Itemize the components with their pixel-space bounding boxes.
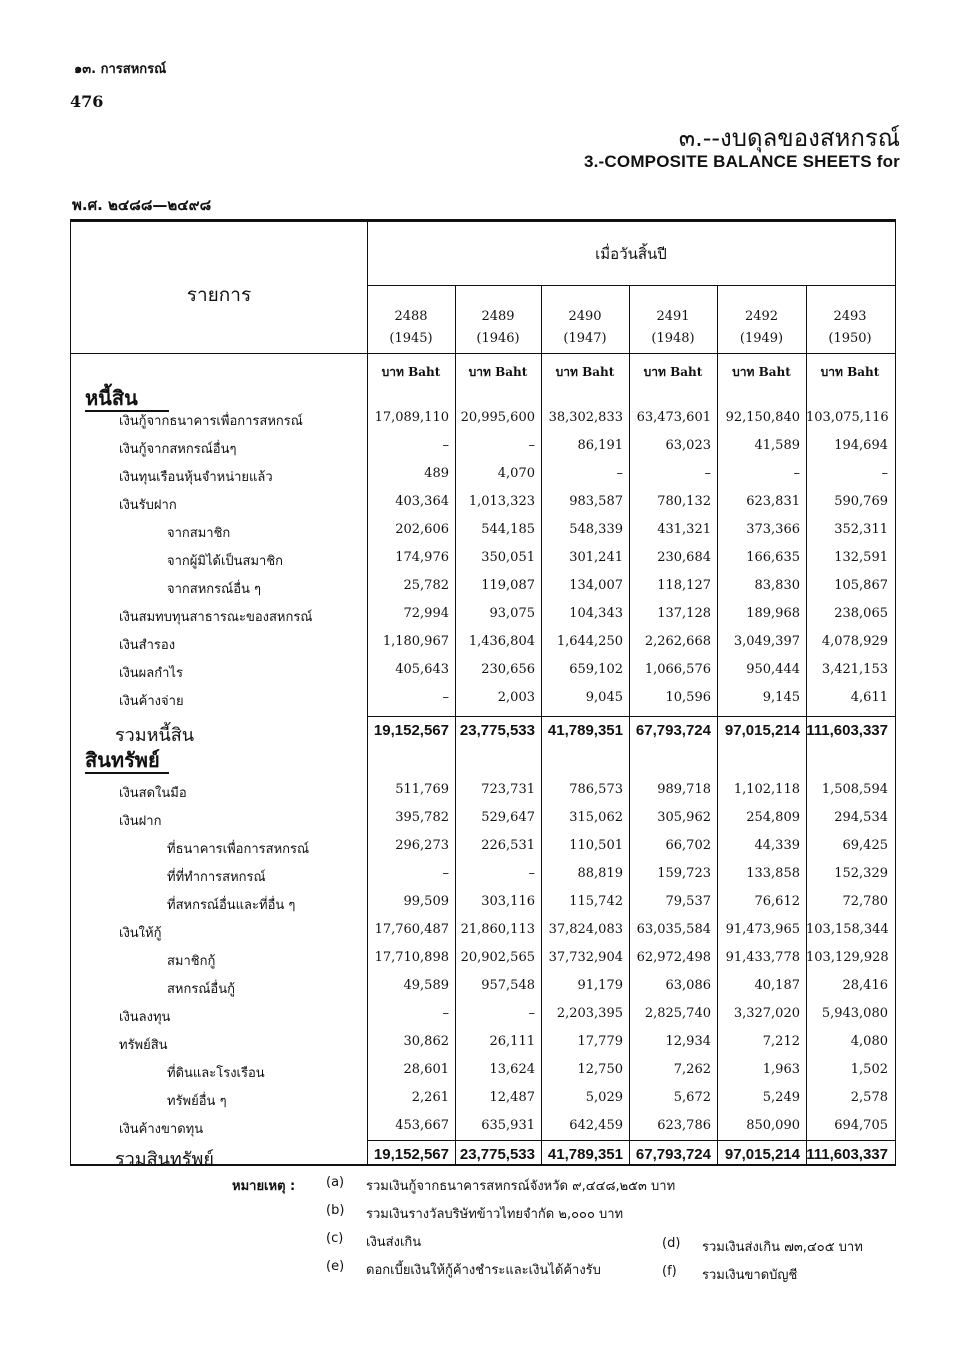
value-cell: 2,262,668 xyxy=(644,634,711,649)
value-cell: 983,587 xyxy=(569,494,623,509)
unit-label: บาท Baht xyxy=(381,365,441,379)
value-cell: 635,931 xyxy=(481,1118,535,1133)
unit-label: บาท Baht xyxy=(820,365,880,379)
value-cell: 105,867 xyxy=(834,578,888,593)
value-cell: 166,635 xyxy=(746,550,800,565)
value-cell: 63,023 xyxy=(665,438,711,453)
value-cell: 453,667 xyxy=(395,1118,449,1133)
value-cell: 83,830 xyxy=(754,578,800,593)
value-cell: 21,860,113 xyxy=(460,922,535,937)
value-cell: 86,191 xyxy=(577,438,623,453)
value-cell: – xyxy=(442,690,449,705)
note-c-text: เงินส่งเกิน xyxy=(366,1235,422,1250)
total-cell: 23,775,533 xyxy=(459,722,535,739)
value-cell: 93,075 xyxy=(489,606,535,621)
value-cell: 20,995,600 xyxy=(460,410,535,425)
row-label: ทรัพย์สิน xyxy=(119,1038,168,1053)
value-cell: 395,782 xyxy=(395,810,449,825)
note-d-key: (d) xyxy=(662,1236,681,1251)
value-cell: 1,013,323 xyxy=(468,494,535,509)
value-cell: 254,809 xyxy=(746,810,800,825)
total-cell: 41,789,351 xyxy=(547,722,623,739)
total-row-label: รวมสินทรัพย์ xyxy=(115,1149,214,1170)
value-cell: 25,782 xyxy=(403,578,449,593)
value-cell: 303,116 xyxy=(481,894,535,909)
year-ce: (1949) xyxy=(739,331,784,346)
header-divider xyxy=(367,285,895,286)
value-cell: 4,080 xyxy=(850,1034,888,1049)
row-label: เงินผลกำไร xyxy=(119,666,183,681)
value-cell: 9,145 xyxy=(762,690,800,705)
value-cell: 2,203,395 xyxy=(556,1006,623,1021)
value-cell: 1,644,250 xyxy=(556,634,623,649)
value-cell: 103,075,116 xyxy=(806,410,889,425)
year-be: 2493 xyxy=(833,309,867,324)
value-cell: 49,589 xyxy=(403,978,449,993)
value-cell: 315,062 xyxy=(569,810,623,825)
row-label: เงินสดในมือ xyxy=(119,786,187,801)
note-a-key: (a) xyxy=(326,1175,345,1190)
value-cell: 202,606 xyxy=(395,522,449,537)
unit-label: บาท Baht xyxy=(468,365,528,379)
running-header: ๑๓. การสหกรณ์ xyxy=(74,62,167,77)
value-cell: 28,416 xyxy=(842,978,888,993)
value-cell: 159,723 xyxy=(657,866,711,881)
value-cell: 5,029 xyxy=(585,1090,623,1105)
note-a-text: รวมเงินกู้จากธนาคารสหกรณ์จังหวัด ๙,๔๔๘,๒๕๓ บาท xyxy=(366,1179,676,1194)
title-thai: ๓.--งบดุลของสหกรณ์ xyxy=(678,124,900,152)
value-cell: 17,710,898 xyxy=(374,950,449,965)
value-cell: 5,943,080 xyxy=(821,1006,888,1021)
value-cell: 26,111 xyxy=(489,1034,535,1049)
row-label: สมาชิกกู้ xyxy=(167,954,216,969)
value-cell: 511,769 xyxy=(395,782,449,797)
value-cell: 152,329 xyxy=(834,866,888,881)
year-ce: (1946) xyxy=(476,331,520,346)
value-cell: 305,962 xyxy=(657,810,711,825)
value-cell: 119,087 xyxy=(481,578,535,593)
year-header xyxy=(541,306,629,350)
section-underline xyxy=(85,772,169,774)
page-number: 476 xyxy=(70,92,104,111)
value-cell: 950,444 xyxy=(746,662,800,677)
value-cell: 63,086 xyxy=(665,978,711,993)
row-label: เงินค้างจ่าย xyxy=(119,694,184,709)
note-c-key: (c) xyxy=(326,1231,344,1246)
value-cell: 786,573 xyxy=(569,782,623,797)
row-label: เงินสำรอง xyxy=(119,638,176,653)
year-header xyxy=(629,306,717,350)
value-cell: 30,862 xyxy=(403,1034,449,1049)
value-cell: 294,534 xyxy=(834,810,888,825)
value-cell: 7,262 xyxy=(673,1062,711,1077)
row-label: เงินสมทบทุนสาธารณะของสหกรณ์ xyxy=(119,610,313,625)
note-d-text: รวมเงินส่งเกิน ๗๓,๔๐๕ บาท xyxy=(702,1240,863,1255)
value-cell: – xyxy=(704,466,711,481)
year-header xyxy=(717,306,806,350)
value-cell: 431,321 xyxy=(657,522,711,537)
value-cell: 2,261 xyxy=(411,1090,449,1105)
value-cell: 12,487 xyxy=(489,1090,535,1105)
value-cell: 38,302,833 xyxy=(548,410,623,425)
value-cell: 7,212 xyxy=(762,1034,800,1049)
total-cell: 111,603,337 xyxy=(806,1146,888,1163)
note-b-text: รวมเงินรางวัลบริษัทข้าวไทยจำกัด ๒,๐๐๐ บาท xyxy=(366,1207,624,1222)
value-cell: 3,327,020 xyxy=(733,1006,800,1021)
total-cell: 97,015,214 xyxy=(724,722,800,739)
value-cell: 3,049,397 xyxy=(733,634,800,649)
value-cell: – xyxy=(616,466,623,481)
value-cell: 373,366 xyxy=(746,522,800,537)
value-cell: 189,968 xyxy=(746,606,800,621)
value-cell: 350,051 xyxy=(481,550,535,565)
value-cell: 12,750 xyxy=(577,1062,623,1077)
value-cell: 3,421,153 xyxy=(821,662,888,677)
row-label: ที่สหกรณ์อื่นและที่อื่น ๆ xyxy=(167,898,296,913)
value-cell: 17,760,487 xyxy=(374,922,449,937)
value-cell: 1,066,576 xyxy=(644,662,711,677)
unit-label: บาท Baht xyxy=(643,365,703,379)
year-header xyxy=(367,306,455,350)
total-cell: 19,152,567 xyxy=(373,722,449,739)
value-cell: 544,185 xyxy=(481,522,535,537)
value-cell: – xyxy=(442,1006,449,1021)
total-cell: 111,603,337 xyxy=(806,722,888,739)
value-cell: 103,129,928 xyxy=(806,950,889,965)
value-cell: 4,070 xyxy=(497,466,535,481)
value-cell: 989,718 xyxy=(657,782,711,797)
row-label: เงินให้กู้ xyxy=(119,926,162,941)
value-cell: 301,241 xyxy=(569,550,623,565)
row-label: เงินฝาก xyxy=(119,814,162,829)
value-cell: – xyxy=(528,1006,535,1021)
value-cell: 92,150,840 xyxy=(725,410,800,425)
value-cell: 1,436,804 xyxy=(468,634,535,649)
value-cell: 103,158,344 xyxy=(806,922,889,937)
value-cell: – xyxy=(881,466,888,481)
notes-label: หมายเหตุ : xyxy=(232,1179,296,1194)
value-cell: – xyxy=(442,866,449,881)
year-be: 2488 xyxy=(394,309,428,324)
value-cell: 9,045 xyxy=(585,690,623,705)
value-cell: 12,934 xyxy=(665,1034,711,1049)
value-cell: 62,972,498 xyxy=(636,950,711,965)
row-label: ที่ดินและโรงเรือน xyxy=(167,1066,265,1081)
total-cell: 19,152,567 xyxy=(373,1146,449,1163)
header-bottom-rule xyxy=(71,353,895,354)
value-cell: 780,132 xyxy=(657,494,711,509)
value-cell: 28,601 xyxy=(403,1062,449,1077)
value-cell: 40,187 xyxy=(754,978,800,993)
value-cell: 723,731 xyxy=(481,782,535,797)
year-ce: (1948) xyxy=(651,331,695,346)
value-cell: 4,611 xyxy=(850,690,888,705)
period-label: พ.ศ. ๒๔๘๘—๒๔๙๘ xyxy=(72,196,212,214)
value-cell: 642,459 xyxy=(569,1118,623,1133)
value-cell: 69,425 xyxy=(842,838,888,853)
value-cell: 623,786 xyxy=(657,1118,711,1133)
value-cell: – xyxy=(793,466,800,481)
value-cell: 76,612 xyxy=(754,894,800,909)
value-cell: 91,473,965 xyxy=(725,922,800,937)
note-f-key: (f) xyxy=(662,1264,677,1279)
total-cell: 41,789,351 xyxy=(547,1146,623,1163)
value-cell: 2,825,740 xyxy=(644,1006,711,1021)
title-english: 3.-COMPOSITE BALANCE SHEETS for xyxy=(583,152,900,171)
value-cell: 91,179 xyxy=(577,978,623,993)
value-cell: 5,672 xyxy=(673,1090,711,1105)
total-cell: 97,015,214 xyxy=(724,1146,800,1163)
value-cell: 63,035,584 xyxy=(636,922,711,937)
total-cell: 67,793,724 xyxy=(635,722,711,739)
value-cell: – xyxy=(442,438,449,453)
total-row-label: รวมหนี้สิน xyxy=(115,725,195,746)
row-label: ทรัพย์อื่น ๆ xyxy=(167,1094,227,1109)
year-be: 2491 xyxy=(656,309,690,324)
row-label: จากผู้มิได้เป็นสมาชิก xyxy=(167,554,284,569)
row-label: จากสหกรณ์อื่น ๆ xyxy=(167,582,262,597)
value-cell: 296,273 xyxy=(395,838,449,853)
value-cell: 659,102 xyxy=(569,662,623,677)
row-label: ที่ที่ทำการสหกรณ์ xyxy=(167,870,266,885)
value-cell: 133,858 xyxy=(746,866,800,881)
value-cell: 850,090 xyxy=(746,1118,800,1133)
note-b-key: (b) xyxy=(326,1203,345,1218)
section-heading: หนี้สิน xyxy=(85,386,138,410)
value-cell: 2,003 xyxy=(497,690,535,705)
balance-sheet-table xyxy=(70,219,896,1170)
value-cell: 44,339 xyxy=(754,838,800,853)
value-cell: 37,824,083 xyxy=(548,922,623,937)
value-cell: 13,624 xyxy=(489,1062,535,1077)
value-cell: 1,963 xyxy=(762,1062,800,1077)
value-cell: 88,819 xyxy=(577,866,623,881)
value-cell: 115,742 xyxy=(569,894,623,909)
value-cell: 4,078,929 xyxy=(821,634,888,649)
date-column-header: เมื่อวันสิ้นปี xyxy=(595,245,667,263)
note-e-key: (e) xyxy=(326,1259,345,1274)
value-cell: 118,127 xyxy=(657,578,711,593)
row-label: ที่ธนาคารเพื่อการสหกรณ์ xyxy=(167,842,310,857)
value-cell: 66,702 xyxy=(665,838,711,853)
item-column-header: รายการ xyxy=(186,284,252,306)
note-f-text: รวมเงินขาดบัญชี xyxy=(702,1268,798,1283)
value-cell: 104,343 xyxy=(569,606,623,621)
row-label: เงินกู้จากธนาคารเพื่อการสหกรณ์ xyxy=(119,414,303,429)
value-cell: 137,128 xyxy=(657,606,711,621)
value-cell: 489 xyxy=(424,466,449,481)
unit-label: บาท Baht xyxy=(555,365,615,379)
value-cell: 72,994 xyxy=(403,606,449,621)
value-cell: 694,705 xyxy=(834,1118,888,1133)
row-label: เงินรับฝาก xyxy=(119,498,177,513)
section-heading: สินทรัพย์ xyxy=(85,748,160,772)
value-cell: 174,976 xyxy=(395,550,449,565)
value-cell: 72,780 xyxy=(842,894,888,909)
row-label: เงินทุนเรือนหุ้นจำหน่ายแล้ว xyxy=(119,470,273,485)
value-cell: 238,065 xyxy=(834,606,888,621)
value-cell: 17,779 xyxy=(577,1034,623,1049)
value-cell: 230,656 xyxy=(481,662,535,677)
value-cell: 623,831 xyxy=(746,494,800,509)
value-cell: 403,364 xyxy=(395,494,449,509)
total-rule xyxy=(367,1140,895,1141)
value-cell: 957,548 xyxy=(481,978,535,993)
value-cell: 352,311 xyxy=(834,522,888,537)
year-header xyxy=(806,306,894,350)
value-cell: 1,102,118 xyxy=(733,782,800,797)
value-cell: 230,684 xyxy=(657,550,711,565)
value-cell: 41,589 xyxy=(754,438,800,453)
year-ce: (1950) xyxy=(828,331,872,346)
value-cell: 226,531 xyxy=(481,838,535,853)
value-cell: 194,694 xyxy=(834,438,888,453)
year-ce: (1945) xyxy=(389,331,433,346)
row-label: เงินลงทุน xyxy=(119,1010,171,1025)
value-cell: 132,591 xyxy=(834,550,888,565)
total-cell: 67,793,724 xyxy=(635,1146,711,1163)
note-e-text: ดอกเบี้ยเงินให้กู้ค้างชำระและเงินได้ค้างรับ xyxy=(366,1263,601,1278)
total-rule xyxy=(367,716,895,717)
value-cell: 99,509 xyxy=(403,894,449,909)
value-cell: 10,596 xyxy=(665,690,711,705)
value-cell: 1,180,967 xyxy=(382,634,449,649)
row-label: จากสมาชิก xyxy=(167,526,231,541)
unit-label: บาท Baht xyxy=(732,365,791,379)
year-header xyxy=(455,306,541,350)
value-cell: 590,769 xyxy=(834,494,888,509)
value-cell: 5,249 xyxy=(762,1090,800,1105)
value-cell: 1,502 xyxy=(850,1062,888,1077)
row-label: สหกรณ์อื่นกู้ xyxy=(167,982,235,997)
value-cell: 79,537 xyxy=(665,894,711,909)
row-label: เงินกู้จากสหกรณ์อื่นๆ xyxy=(119,442,237,457)
value-cell: 405,643 xyxy=(395,662,449,677)
year-be: 2492 xyxy=(744,309,779,324)
value-cell: 37,732,904 xyxy=(548,950,623,965)
year-be: 2489 xyxy=(481,309,515,324)
value-cell: 548,339 xyxy=(569,522,623,537)
value-cell: 1,508,594 xyxy=(821,782,888,797)
value-cell: – xyxy=(528,866,535,881)
total-cell: 23,775,533 xyxy=(459,1146,535,1163)
value-cell: 17,089,110 xyxy=(374,410,449,425)
value-cell: 134,007 xyxy=(569,578,623,593)
value-cell: 2,578 xyxy=(850,1090,888,1105)
value-cell: – xyxy=(528,438,535,453)
value-cell: 110,501 xyxy=(569,838,623,853)
value-cell: 20,902,565 xyxy=(460,950,535,965)
value-cell: 63,473,601 xyxy=(636,410,711,425)
year-ce: (1947) xyxy=(563,331,607,346)
value-cell: 91,433,778 xyxy=(725,950,800,965)
row-label: เงินค้างขาดทุน xyxy=(119,1122,204,1137)
year-be: 2490 xyxy=(568,309,602,324)
value-cell: 529,647 xyxy=(481,810,535,825)
